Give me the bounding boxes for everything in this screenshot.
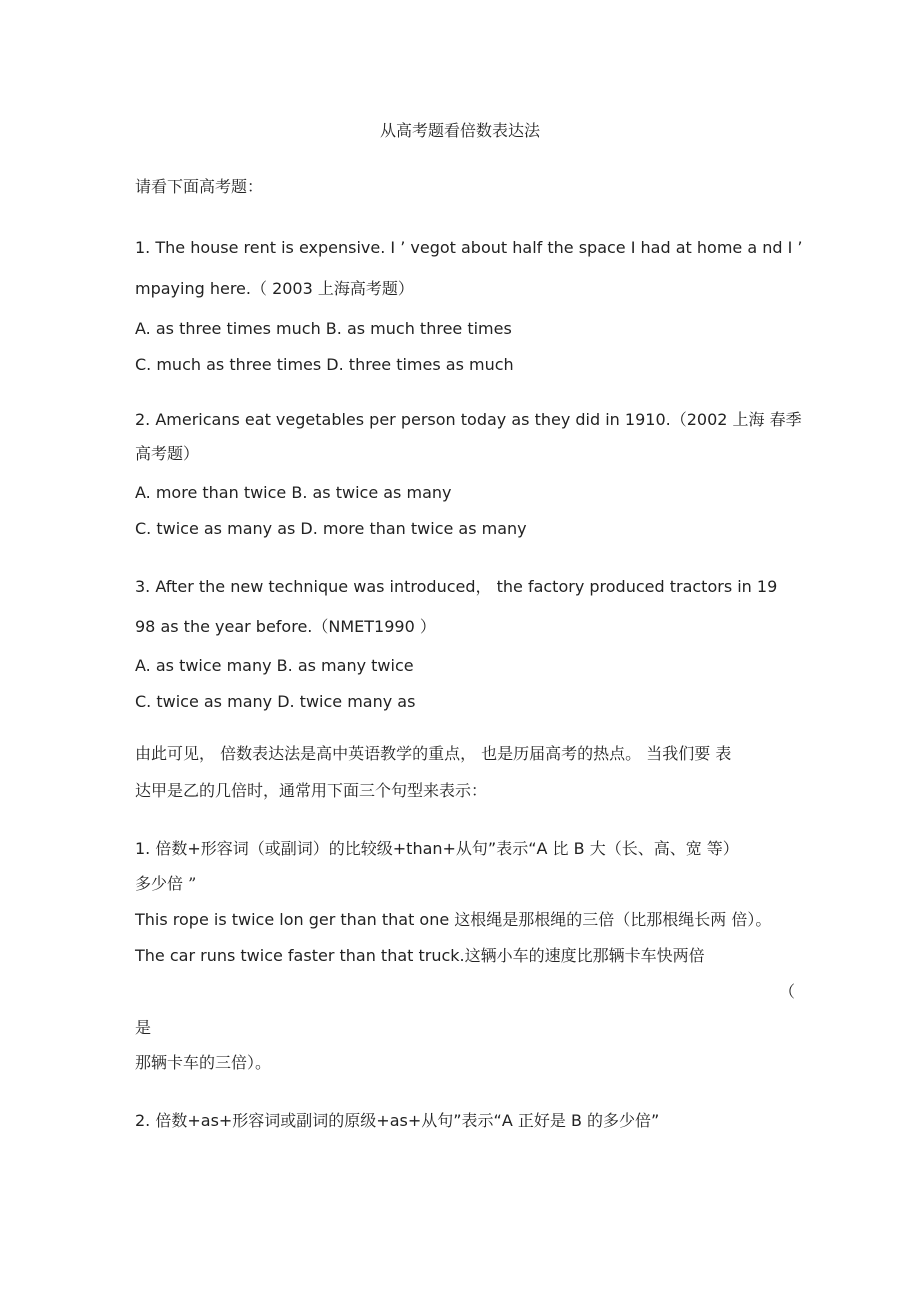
question-3-line-1: 3. After the new technique was introduced， the factory produced tractors in 19 [135,577,778,596]
summary-line-1: 由此可见， 倍数表达法是高中英语教学的重点， 也是历届高考的热点。 当我们要 表 [135,744,732,763]
question-3-line-2: 98 as the year before.（NMET1990 ） [135,617,436,636]
page-title: 从高考题看倍数表达法 [379,121,540,140]
pattern-1-line-2: 多少倍 ” [135,874,197,893]
summary-line-2: 达甲是乙的几倍时，通常用下面三个句型来表示： [135,781,488,800]
pattern-1-is: 是 [135,1018,152,1037]
question-2-options-cd: C. twice as many as D. more than twice as many [135,519,527,538]
question-1-options-ab: A. as three times much B. as much three times [135,319,512,338]
question-1-line-1: 1. The house rent is expensive. I ’ vegot about half the space I had at home a nd I ’ [135,238,803,257]
question-2-line-2: 高考题） [135,444,200,463]
pattern-1-example-2: The car runs twice faster than that truck.这辆小车的速度比那辆卡车快两倍 [135,946,705,965]
question-2-options-ab: A. more than twice B. as twice as many [135,483,452,502]
question-1-line-2: mpaying here.（ 2003 上海高考题） [135,279,414,298]
pattern-2-line-1: 2. 倍数+as+形容词或副词的原级+as+从句”表示“A 正好是 B 的多少倍” [135,1111,660,1130]
pattern-1-line-1: 1. 倍数+形容词（或副词）的比较级+than+从句”表示“A 比 B 大（长、高、宽 等） [135,839,739,858]
pattern-1-paren: （ [778,982,795,1001]
question-1-options-cd: C. much as three times D. three times as much [135,355,514,374]
intro-text: 请看下面高考题： [135,177,264,196]
question-2-line-1: 2. Americans eat vegetables per person today as they did in 1910.（2002 上海 春季 [135,410,802,429]
question-3-options-cd: C. twice as many D. twice many as [135,692,416,711]
question-3-options-ab: A. as twice many B. as many twice [135,656,414,675]
pattern-1-example-1: This rope is twice lon ger than that one 这根绳是那根绳的三倍（比那根绳长两 倍）。 [135,910,772,929]
pattern-1-example-2-end: 那辆卡车的三倍）。 [135,1053,272,1072]
